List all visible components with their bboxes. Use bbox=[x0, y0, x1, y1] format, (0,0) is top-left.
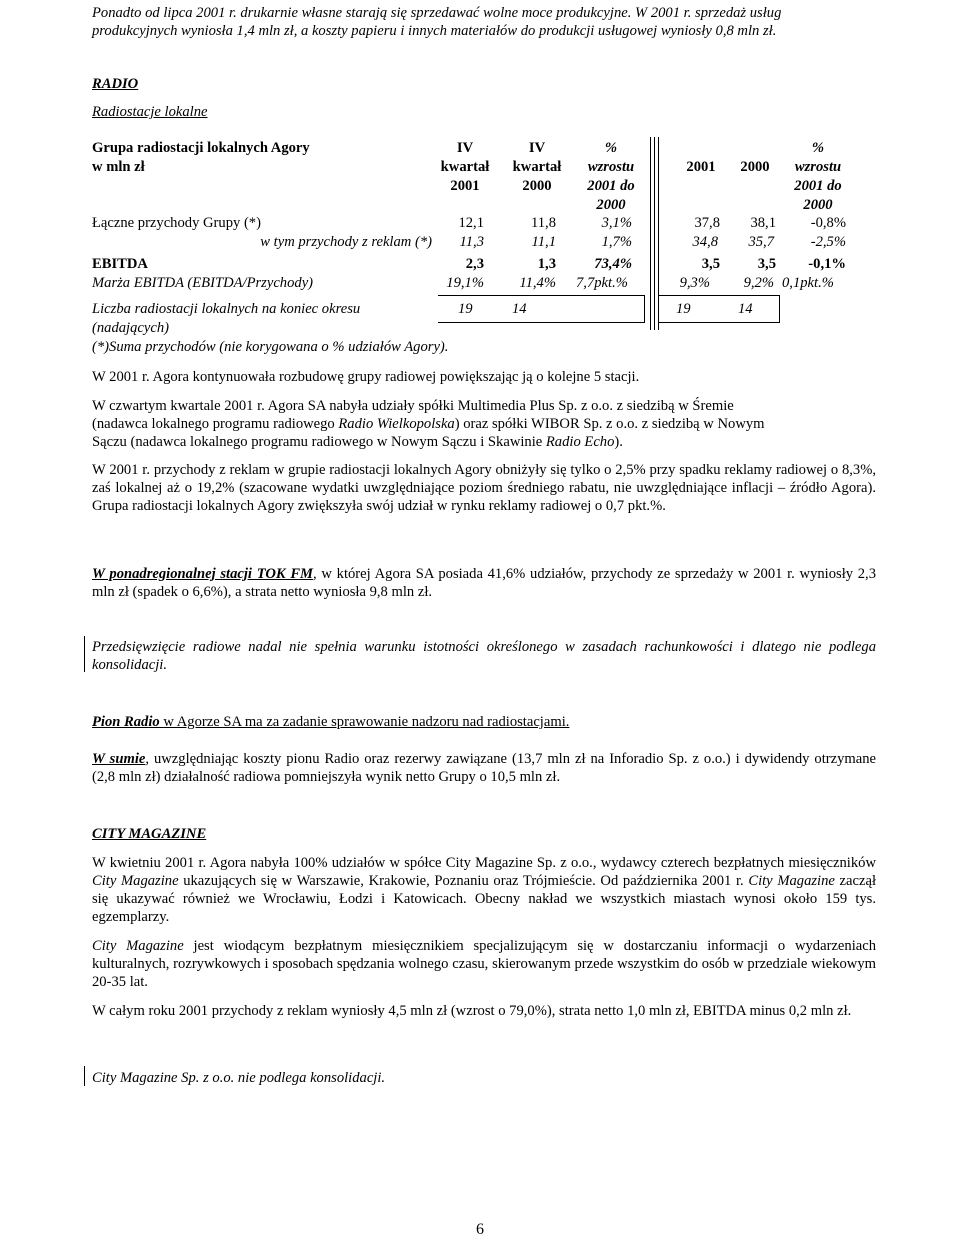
row-label-total-revenue: Łączne przychody Grupy (*) bbox=[92, 215, 261, 231]
header-year-2000: 2000 bbox=[740, 159, 770, 175]
table-separator bbox=[650, 137, 651, 330]
cell-value: 1,3 bbox=[537, 256, 556, 272]
intro-line-2: produkcyjnych wyniosła 1,4 mln zł, a koszty papieru i innych materiałów do produkcji usługowej wyniosły 0,8 mln zł. bbox=[92, 23, 777, 39]
cell-value: 9,2% bbox=[743, 275, 774, 291]
paragraph-radio-division: Pion Radio w Agorze SA ma za zadanie sprawowanie nadzoru nad radiostacjami. bbox=[92, 714, 570, 730]
cell-value: 19,1% bbox=[446, 275, 484, 291]
subheading-local-radio: Radiostacje lokalne bbox=[92, 104, 208, 120]
revision-bar bbox=[84, 636, 85, 672]
cell-value: 73,4% bbox=[594, 256, 632, 272]
cell-value: 3,5 bbox=[757, 256, 776, 272]
paragraph-ad-revenue: W 2001 r. przychody z reklam w grupie radiostacji lokalnych Agory obniżyły się tylko o 2,5% przy spadku reklamy radiowej o 8,3%, zaś lokalnej aż o 19,2% (szacowane wydatki uwzględniające poziom średniego rabatu, nie uwzględniające inflacji – źródło Agora). Grupa radiostacji lokalnych Agory zwiększyła swój udział w rynku reklamy radiowej o 0,7 pkt.%. bbox=[92, 462, 876, 514]
row-label-ad-revenue: w tym przychody z reklam (*) bbox=[260, 234, 432, 250]
cell-value: 14 bbox=[512, 301, 527, 317]
revision-bar bbox=[84, 1066, 85, 1086]
table-title: Grupa radiostacji lokalnych Agory bbox=[92, 140, 310, 156]
cell-value: 19 bbox=[676, 301, 691, 317]
cell-value: 3,1% bbox=[601, 215, 632, 231]
row-label-station-count: Liczba radiostacji lokalnych na koniec okresu bbox=[92, 301, 361, 317]
table-cell-border bbox=[438, 295, 645, 323]
section-heading-city-magazine: CITY MAGAZINE bbox=[92, 826, 207, 842]
table-cell-border bbox=[658, 295, 780, 323]
paragraph-tok-fm: W ponadregionalnej stacji TOK FM, w której Agora SA posiada 41,6% udziałów, przychody ze sprzedaży w 2001 r. wyniosły 2,3 mln zł (spadek o 6,6%), a strata netto wyniosła 9,8 mln zł. bbox=[92, 566, 876, 600]
cell-value: 35,7 bbox=[748, 234, 774, 250]
radio-financial-table bbox=[92, 137, 852, 367]
cell-value: 2,3 bbox=[465, 256, 484, 272]
row-label-ebitda: EBITDA bbox=[92, 256, 148, 272]
cell-value: 11,1 bbox=[531, 234, 556, 250]
cell-value: 11,3 bbox=[459, 234, 484, 250]
row-label-station-count-2: (nadających) bbox=[92, 320, 169, 336]
table-footnote: (*)Suma przychodów (nie korygowana o % udziałów Agory). bbox=[92, 339, 449, 355]
header-growth-year: % wzrostu 2001 do 2000 bbox=[794, 140, 842, 213]
cell-value: -0,8% bbox=[810, 215, 846, 231]
page-number: 6 bbox=[476, 1221, 484, 1238]
table-unit: w mln zł bbox=[92, 159, 145, 175]
header-growth-quarter: % wzrostu 2001 do 2000 bbox=[587, 140, 635, 213]
cell-value: 19 bbox=[458, 301, 473, 317]
paragraph-city-results: W całym roku 2001 przychody z reklam wyniosły 4,5 mln zł (wzrost o 79,0%), strata netto 1,0 mln zł, EBITDA minus 0,2 mln zł. bbox=[92, 1003, 852, 1019]
cell-value: 3,5 bbox=[701, 256, 720, 272]
cell-value: 38,1 bbox=[750, 215, 776, 231]
cell-value: 7,7pkt.% bbox=[576, 275, 628, 291]
cell-value: 11,8 bbox=[531, 215, 556, 231]
cell-value: 9,3% bbox=[679, 275, 710, 291]
header-q4-2000: IV kwartał 2000 bbox=[512, 140, 562, 194]
paragraph-consolidation: Przedsięwzięcie radiowe nadal nie spełnia warunku istotności określonego w zasadach rachunkowości i dlatego nie podlega konsolidacji. bbox=[92, 639, 876, 673]
cell-value: 34,8 bbox=[692, 234, 718, 250]
paragraph-city-description: City Magazine jest wiodącym bezpłatnym miesięcznikiem specjalizującym się w dostarczaniu informacji o wydarzeniach kulturalnych, rozrywkowych i sposobach spędzania wolnego czasu, skierowanym przede wszystkim do osób w przedziale wiekowym 20-35 lat. bbox=[92, 938, 876, 990]
paragraph-city-acquisition: W kwietniu 2001 r. Agora nabyła 100% udziałów w spółce City Magazine Sp. z o.o., wydawcy czterech bezpłatnych miesięczników City Magazine ukazujących się w Warszawie, Krakowie, Poznaniu oraz Trójmieście. Od października 2001 r. City Magazine zaczął się ukazywać również we Wrocławiu, Łodzi i Katowicach. Obecny nakład we wszystkich miastach wynosi około 159 tys. egzemplarzy. bbox=[92, 855, 876, 925]
header-year-2001: 2001 bbox=[686, 159, 716, 175]
paragraph-expansion: W 2001 r. Agora kontynuowała rozbudowę grupy radiowej powiększając ją o kolejne 5 stacji. bbox=[92, 369, 640, 385]
paragraph-summary: W sumie, uwzględniając koszty pionu Radio oraz rezerwy zawiązane (13,7 mln zł na Inforadio Sp. z o.o.) i dywidendy otrzymane (2,8 mln zł) działalność radiowa pomniejszyła wynik netto Grupy o 10,5 mln zł. bbox=[92, 751, 876, 785]
section-heading-radio: RADIO bbox=[92, 76, 139, 92]
paragraph-acquisition-line-1: W czwartym kwartale 2001 r. Agora SA nabyła udziały spółki Multimedia Plus Sp. z o.o. z siedzibą w Śremie bbox=[92, 398, 734, 414]
paragraph-acquisition-line-3: Sączu (nadawca lokalnego programu radiowego w Nowym Sączu i Skawinie Radio Echo). bbox=[92, 434, 623, 450]
row-label-ebitda-margin: Marża EBITDA (EBITDA/Przychody) bbox=[92, 275, 314, 291]
header-q4-2001: IV kwartał 2001 bbox=[440, 140, 490, 194]
paragraph-city-consolidation: City Magazine Sp. z o.o. nie podlega konsolidacji. bbox=[92, 1070, 386, 1086]
cell-value: 11,4% bbox=[519, 275, 556, 291]
intro-line-1: Ponadto od lipca 2001 r. drukarnie własne starają się sprzedawać wolne moce produkcyjne. W 2001 r. sprzedaż usług bbox=[92, 5, 782, 21]
cell-value: -0,1% bbox=[808, 256, 846, 272]
cell-value: 14 bbox=[738, 301, 753, 317]
cell-value: 12,1 bbox=[458, 215, 484, 231]
paragraph-acquisition-line-2: (nadawca lokalnego programu radiowego Radio Wielkopolska) oraz spółki WIBOR Sp. z o.o. z siedzibą w Nowym bbox=[92, 416, 765, 432]
cell-value: 1,7% bbox=[601, 234, 632, 250]
cell-value: 37,8 bbox=[694, 215, 720, 231]
table-separator bbox=[654, 137, 655, 330]
cell-value: 0,1pkt.% bbox=[782, 275, 834, 291]
cell-value: -2,5% bbox=[810, 234, 846, 250]
